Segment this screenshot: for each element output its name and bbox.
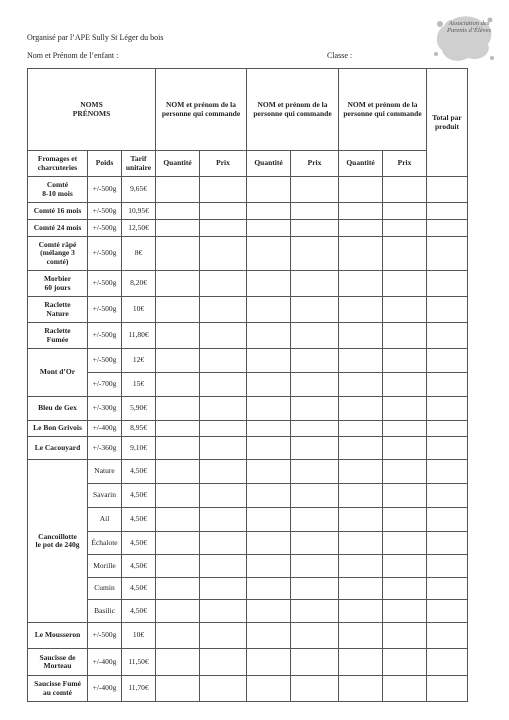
qty-cell[interactable] bbox=[339, 421, 383, 437]
product-row bbox=[28, 349, 468, 373]
product-row bbox=[28, 460, 468, 484]
product-price: 8€ bbox=[122, 237, 156, 271]
qty-cell[interactable] bbox=[339, 373, 383, 397]
qty-cell[interactable] bbox=[247, 484, 291, 508]
prix-cell[interactable] bbox=[200, 220, 247, 237]
product-price: 10€ bbox=[122, 297, 156, 323]
product-row bbox=[28, 437, 468, 460]
product-row bbox=[28, 220, 468, 237]
qty-cell[interactable] bbox=[156, 460, 200, 484]
order-form-table bbox=[27, 68, 468, 702]
product-name: Cancoillotte le pot de 240g bbox=[28, 460, 88, 623]
qty-cell[interactable] bbox=[247, 271, 291, 297]
prix-cell[interactable] bbox=[291, 555, 339, 578]
prix-cell[interactable] bbox=[291, 578, 339, 600]
qty-cell[interactable] bbox=[247, 676, 291, 702]
product-row bbox=[28, 649, 468, 676]
product-price: 15€ bbox=[122, 373, 156, 397]
product-price: 12,50€ bbox=[122, 220, 156, 237]
product-price: 9,65€ bbox=[122, 177, 156, 203]
prix-cell[interactable] bbox=[383, 349, 427, 373]
qty-cell[interactable] bbox=[339, 271, 383, 297]
product-name: Comté râpé (mélange 3 comté) bbox=[28, 237, 88, 271]
qty-cell[interactable] bbox=[247, 508, 291, 532]
prix-cell[interactable] bbox=[383, 532, 427, 555]
prix-cell[interactable] bbox=[383, 555, 427, 578]
prix-cell[interactable] bbox=[383, 649, 427, 676]
total-cell[interactable] bbox=[427, 203, 468, 220]
product-row bbox=[28, 484, 468, 508]
product-price: 11,70€ bbox=[122, 676, 156, 702]
prix-cell[interactable] bbox=[291, 437, 339, 460]
product-name: Raclette Nature bbox=[28, 297, 88, 323]
col-product-header: Fromages et charcuteries bbox=[28, 151, 88, 177]
prix-cell[interactable] bbox=[200, 297, 247, 323]
product-name: Bleu de Gex bbox=[28, 397, 88, 421]
qty-cell[interactable] bbox=[156, 323, 200, 349]
product-row bbox=[28, 421, 468, 437]
qty-cell[interactable] bbox=[156, 297, 200, 323]
prix-cell[interactable] bbox=[200, 555, 247, 578]
product-row bbox=[28, 600, 468, 623]
total-cell[interactable] bbox=[427, 220, 468, 237]
prix-cell[interactable] bbox=[383, 237, 427, 271]
col-prix-1: Prix bbox=[200, 151, 247, 177]
product-name: Comté 8-10 mois bbox=[28, 177, 88, 203]
variant-name: Ail bbox=[88, 508, 122, 532]
qty-cell[interactable] bbox=[247, 578, 291, 600]
total-cell[interactable] bbox=[427, 484, 468, 508]
qty-cell[interactable] bbox=[156, 578, 200, 600]
product-price: 5,90€ bbox=[122, 397, 156, 421]
product-price: 8,20€ bbox=[122, 271, 156, 297]
product-weight: +/-500g bbox=[88, 349, 122, 373]
prix-cell[interactable] bbox=[383, 397, 427, 421]
prix-cell[interactable] bbox=[383, 203, 427, 220]
prix-cell[interactable] bbox=[291, 508, 339, 532]
qty-cell[interactable] bbox=[339, 177, 383, 203]
qty-cell[interactable] bbox=[339, 578, 383, 600]
product-weight: +/-400g bbox=[88, 649, 122, 676]
product-name: Le Cacouyard bbox=[28, 437, 88, 460]
qty-cell[interactable] bbox=[156, 237, 200, 271]
variant-name: Cumin bbox=[88, 578, 122, 600]
total-cell[interactable] bbox=[427, 237, 468, 271]
col-qty-1: Quantité bbox=[156, 151, 200, 177]
prix-cell[interactable] bbox=[383, 437, 427, 460]
qty-cell[interactable] bbox=[339, 508, 383, 532]
qty-cell[interactable] bbox=[156, 649, 200, 676]
logo-text: Association des Parents d’Élèves bbox=[447, 20, 491, 34]
prix-cell[interactable] bbox=[291, 271, 339, 297]
total-cell[interactable] bbox=[427, 623, 468, 649]
qty-cell[interactable] bbox=[156, 508, 200, 532]
qty-cell[interactable] bbox=[156, 177, 200, 203]
product-weight: +/-700g bbox=[88, 373, 122, 397]
qty-cell[interactable] bbox=[247, 237, 291, 271]
qty-cell[interactable] bbox=[339, 484, 383, 508]
variant-name: Savarin bbox=[88, 484, 122, 508]
product-row bbox=[28, 373, 468, 397]
prix-cell[interactable] bbox=[291, 676, 339, 702]
qty-cell[interactable] bbox=[247, 600, 291, 623]
product-row bbox=[28, 508, 468, 532]
prix-cell[interactable] bbox=[291, 237, 339, 271]
total-cell[interactable] bbox=[427, 349, 468, 373]
qty-cell[interactable] bbox=[339, 555, 383, 578]
total-cell[interactable] bbox=[427, 397, 468, 421]
product-weight: +/-300g bbox=[88, 397, 122, 421]
prix-cell[interactable] bbox=[383, 484, 427, 508]
qty-cell[interactable] bbox=[156, 532, 200, 555]
total-cell[interactable] bbox=[427, 508, 468, 532]
prix-cell[interactable] bbox=[291, 421, 339, 437]
prix-cell[interactable] bbox=[200, 532, 247, 555]
col-qty-2: Quantité bbox=[247, 151, 291, 177]
qty-cell[interactable] bbox=[247, 203, 291, 220]
prix-cell[interactable] bbox=[200, 623, 247, 649]
qty-cell[interactable] bbox=[247, 297, 291, 323]
qty-cell[interactable] bbox=[339, 532, 383, 555]
prix-cell[interactable] bbox=[291, 203, 339, 220]
prix-cell[interactable] bbox=[383, 460, 427, 484]
product-row bbox=[28, 623, 468, 649]
prix-cell[interactable] bbox=[291, 349, 339, 373]
product-price: 10,95€ bbox=[122, 203, 156, 220]
product-row bbox=[28, 177, 468, 203]
prix-cell[interactable] bbox=[291, 323, 339, 349]
product-row bbox=[28, 397, 468, 421]
product-price: 4,50€ bbox=[122, 600, 156, 623]
total-cell[interactable] bbox=[427, 323, 468, 349]
qty-cell[interactable] bbox=[156, 421, 200, 437]
qty-cell[interactable] bbox=[247, 349, 291, 373]
class-label: Classe : bbox=[327, 51, 353, 60]
prix-cell[interactable] bbox=[291, 649, 339, 676]
qty-cell[interactable] bbox=[247, 397, 291, 421]
prix-cell[interactable] bbox=[200, 676, 247, 702]
prix-cell[interactable] bbox=[200, 177, 247, 203]
qty-cell[interactable] bbox=[247, 220, 291, 237]
prix-cell[interactable] bbox=[291, 373, 339, 397]
qty-cell[interactable] bbox=[156, 600, 200, 623]
product-weight: +/-500g bbox=[88, 623, 122, 649]
product-weight: +/-400g bbox=[88, 676, 122, 702]
product-price: 9,10€ bbox=[122, 437, 156, 460]
variant-name: Basilic bbox=[88, 600, 122, 623]
product-weight: +/-500g bbox=[88, 220, 122, 237]
prix-cell[interactable] bbox=[200, 237, 247, 271]
product-row bbox=[28, 323, 468, 349]
product-price: 4,50€ bbox=[122, 532, 156, 555]
prix-cell[interactable] bbox=[383, 177, 427, 203]
prix-cell[interactable] bbox=[291, 484, 339, 508]
col-price-header: Tarif unitaire bbox=[122, 151, 156, 177]
prix-cell[interactable] bbox=[200, 649, 247, 676]
prix-cell[interactable] bbox=[383, 508, 427, 532]
prix-cell[interactable] bbox=[383, 676, 427, 702]
prix-cell[interactable] bbox=[291, 532, 339, 555]
prix-cell[interactable] bbox=[383, 623, 427, 649]
total-cell[interactable] bbox=[427, 297, 468, 323]
qty-cell[interactable] bbox=[339, 220, 383, 237]
product-weight: +/-500g bbox=[88, 237, 122, 271]
product-row bbox=[28, 297, 468, 323]
qty-cell[interactable] bbox=[339, 676, 383, 702]
product-weight: +/-500g bbox=[88, 323, 122, 349]
qty-cell[interactable] bbox=[247, 421, 291, 437]
product-name: Mont d’Or bbox=[28, 349, 88, 397]
product-row bbox=[28, 676, 468, 702]
qty-cell[interactable] bbox=[156, 203, 200, 220]
qty-cell[interactable] bbox=[247, 532, 291, 555]
prix-cell[interactable] bbox=[200, 421, 247, 437]
qty-cell[interactable] bbox=[339, 323, 383, 349]
product-name: Raclette Fumée bbox=[28, 323, 88, 349]
prix-cell[interactable] bbox=[383, 271, 427, 297]
prix-cell[interactable] bbox=[383, 297, 427, 323]
prix-cell[interactable] bbox=[200, 508, 247, 532]
total-cell[interactable] bbox=[427, 532, 468, 555]
total-cell[interactable] bbox=[427, 437, 468, 460]
qty-cell[interactable] bbox=[156, 484, 200, 508]
product-row bbox=[28, 203, 468, 220]
customer-header-3: NOM et prénom de la personne qui commande bbox=[339, 69, 427, 151]
prix-cell[interactable] bbox=[200, 203, 247, 220]
total-cell[interactable] bbox=[427, 271, 468, 297]
prix-cell[interactable] bbox=[291, 297, 339, 323]
product-price: 4,50€ bbox=[122, 484, 156, 508]
prix-cell[interactable] bbox=[200, 323, 247, 349]
product-row bbox=[28, 578, 468, 600]
qty-cell[interactable] bbox=[339, 437, 383, 460]
prix-cell[interactable] bbox=[291, 397, 339, 421]
product-weight: +/-360g bbox=[88, 437, 122, 460]
qty-cell[interactable] bbox=[247, 649, 291, 676]
product-name: Comté 16 mois bbox=[28, 203, 88, 220]
total-cell[interactable] bbox=[427, 600, 468, 623]
qty-cell[interactable] bbox=[339, 203, 383, 220]
qty-cell[interactable] bbox=[247, 373, 291, 397]
qty-cell[interactable] bbox=[247, 177, 291, 203]
qty-cell[interactable] bbox=[156, 555, 200, 578]
total-cell[interactable] bbox=[427, 177, 468, 203]
child-name-label: Nom et Prénom de l’enfant : bbox=[27, 51, 119, 60]
total-cell[interactable] bbox=[427, 649, 468, 676]
qty-cell[interactable] bbox=[247, 555, 291, 578]
prix-cell[interactable] bbox=[291, 600, 339, 623]
qty-cell[interactable] bbox=[247, 323, 291, 349]
qty-cell[interactable] bbox=[156, 623, 200, 649]
product-price: 8,95€ bbox=[122, 421, 156, 437]
product-price: 10€ bbox=[122, 623, 156, 649]
names-header: NOMS PRÉNOMS bbox=[28, 69, 156, 151]
product-name: Comté 24 mois bbox=[28, 220, 88, 237]
prix-cell[interactable] bbox=[200, 271, 247, 297]
prix-cell[interactable] bbox=[200, 460, 247, 484]
col-prix-2: Prix bbox=[291, 151, 339, 177]
product-row bbox=[28, 237, 468, 271]
product-weight: +/-500g bbox=[88, 203, 122, 220]
qty-cell[interactable] bbox=[156, 220, 200, 237]
product-weight: +/-500g bbox=[88, 271, 122, 297]
qty-cell[interactable] bbox=[339, 397, 383, 421]
product-row bbox=[28, 532, 468, 555]
qty-cell[interactable] bbox=[156, 271, 200, 297]
qty-cell[interactable] bbox=[156, 437, 200, 460]
product-price: 4,50€ bbox=[122, 555, 156, 578]
prix-cell[interactable] bbox=[291, 177, 339, 203]
qty-cell[interactable] bbox=[339, 649, 383, 676]
total-header: Total par produit bbox=[427, 69, 468, 177]
col-prix-3: Prix bbox=[383, 151, 427, 177]
product-name: Morbier 60 jours bbox=[28, 271, 88, 297]
qty-cell[interactable] bbox=[339, 237, 383, 271]
prix-cell[interactable] bbox=[291, 220, 339, 237]
qty-cell[interactable] bbox=[339, 349, 383, 373]
variant-name: Nature bbox=[88, 460, 122, 484]
product-weight: +/-500g bbox=[88, 297, 122, 323]
prix-cell[interactable] bbox=[383, 373, 427, 397]
prix-cell[interactable] bbox=[200, 349, 247, 373]
prix-cell[interactable] bbox=[200, 578, 247, 600]
prix-cell[interactable] bbox=[200, 397, 247, 421]
prix-cell[interactable] bbox=[200, 437, 247, 460]
qty-cell[interactable] bbox=[247, 437, 291, 460]
variant-name: Morille bbox=[88, 555, 122, 578]
qty-cell[interactable] bbox=[156, 349, 200, 373]
total-cell[interactable] bbox=[427, 578, 468, 600]
prix-cell[interactable] bbox=[291, 623, 339, 649]
product-name: Saucisse de Morteau bbox=[28, 649, 88, 676]
prix-cell[interactable] bbox=[200, 373, 247, 397]
qty-cell[interactable] bbox=[156, 397, 200, 421]
total-cell[interactable] bbox=[427, 460, 468, 484]
product-weight: +/-400g bbox=[88, 421, 122, 437]
prix-cell[interactable] bbox=[383, 600, 427, 623]
col-qty-3: Quantité bbox=[339, 151, 383, 177]
total-cell[interactable] bbox=[427, 373, 468, 397]
prix-cell[interactable] bbox=[200, 600, 247, 623]
qty-cell[interactable] bbox=[339, 600, 383, 623]
total-cell[interactable] bbox=[427, 555, 468, 578]
prix-cell[interactable] bbox=[383, 220, 427, 237]
total-cell[interactable] bbox=[427, 421, 468, 437]
product-price: 11,80€ bbox=[122, 323, 156, 349]
product-price: 12€ bbox=[122, 349, 156, 373]
product-row bbox=[28, 271, 468, 297]
qty-cell[interactable] bbox=[339, 623, 383, 649]
qty-cell[interactable] bbox=[156, 676, 200, 702]
qty-cell[interactable] bbox=[156, 373, 200, 397]
prix-cell[interactable] bbox=[200, 484, 247, 508]
prix-cell[interactable] bbox=[383, 323, 427, 349]
prix-cell[interactable] bbox=[383, 421, 427, 437]
organizer-line: Organisé par l’APE Sully St Léger du bois bbox=[27, 33, 164, 42]
product-price: 4,50€ bbox=[122, 508, 156, 532]
product-name: Le Mousseron bbox=[28, 623, 88, 649]
prix-cell[interactable] bbox=[291, 460, 339, 484]
variant-name: Échalote bbox=[88, 532, 122, 555]
qty-cell[interactable] bbox=[247, 623, 291, 649]
customer-header-2: NOM et prénom de la personne qui commande bbox=[247, 69, 339, 151]
col-weight-header: Poids bbox=[88, 151, 122, 177]
total-cell[interactable] bbox=[427, 676, 468, 702]
qty-cell[interactable] bbox=[339, 460, 383, 484]
product-name: Le Bon Grivois bbox=[28, 421, 88, 437]
product-price: 4,50€ bbox=[122, 578, 156, 600]
qty-cell[interactable] bbox=[339, 297, 383, 323]
product-name: Saucisse Fumé au comté bbox=[28, 676, 88, 702]
product-weight: +/-500g bbox=[88, 177, 122, 203]
qty-cell[interactable] bbox=[247, 460, 291, 484]
product-row bbox=[28, 555, 468, 578]
product-price: 11,50€ bbox=[122, 649, 156, 676]
product-price: 4,50€ bbox=[122, 460, 156, 484]
association-logo bbox=[432, 14, 496, 64]
customer-header-1: NOM et prénom de la personne qui commande bbox=[156, 69, 247, 151]
prix-cell[interactable] bbox=[383, 578, 427, 600]
